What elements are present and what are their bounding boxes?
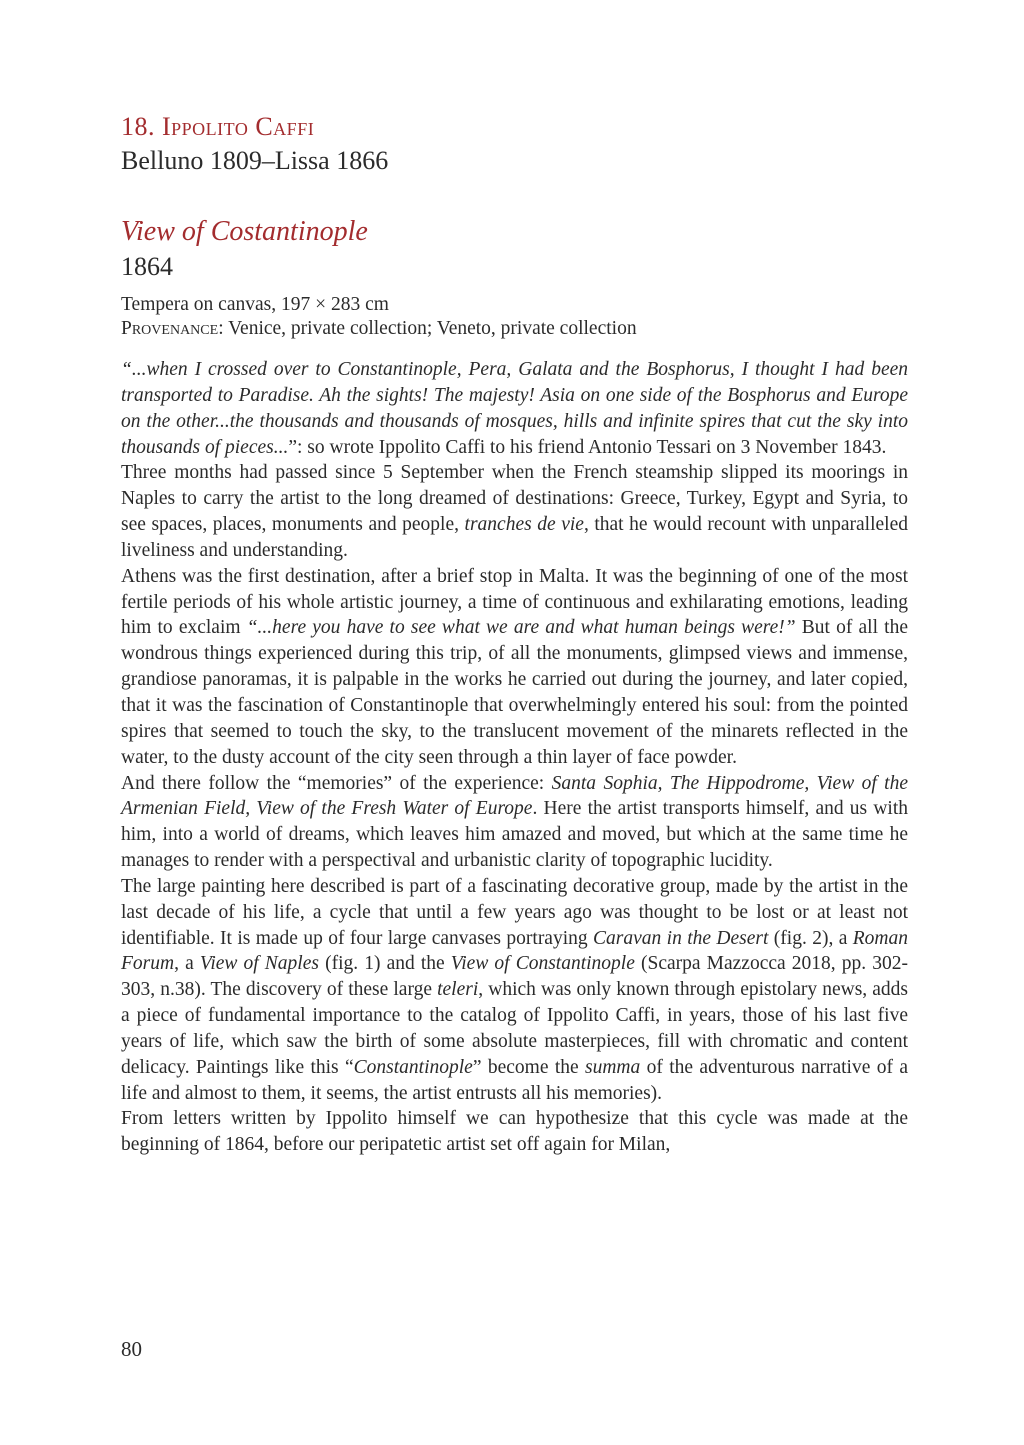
medium-line: Tempera on canvas, 197 × 283 cm (121, 294, 389, 315)
provenance-value: : Venice, private collection; Veneto, private collection (218, 317, 637, 339)
text-segment: (fig. 2), a (768, 927, 853, 949)
text-segment: (fig. 1) and the (318, 953, 451, 975)
paragraph (121, 874, 908, 1107)
catalog-number-and-artist: 18. Ippolito Caffi (121, 112, 315, 141)
body-text (121, 357, 908, 1158)
entry-content (121, 110, 908, 1158)
text-segment: of the adventurous narrative of a life and almost to them, it seems, the artist entrusts all his memories). (121, 1056, 908, 1104)
work-title: View of Costantinople (121, 216, 368, 247)
text-segment: . Here the artist transports himself, and us with him, into a world of dreams, which leaves him amazed and moved, but which at the same time he manages to render with a perspectival and urbanistic clarity of topographic lucidity. (121, 798, 908, 872)
italic-text-segment: Santa Sophia, The Hippodrome, View of the Armenian Field, View of the Fresh Water of Europe (121, 772, 908, 820)
text-segment: Three months had passed since 5 September when the French steamship slipped its moorings in Naples to carry the artist to the long dreamed of destinations: Greece, Turkey, Egypt and Syria, to see spaces, places, monuments and people, (121, 462, 908, 536)
italic-text-segment: teleri (437, 979, 479, 1001)
italic-text-segment: View of Naples (199, 953, 319, 975)
work-meta (121, 293, 908, 340)
text-segment: Athens was the first destination, after a brief stop in Malta. It was the beginning of one of the most fertile periods of his whole artistic journey, a time of continuous and exhilarating emotions, leading him to exclaim (121, 565, 908, 639)
text-segment: ”: so wrote Ippolito Caffi to his friend Antonio Tessari on 3 November 1843. (288, 436, 887, 458)
text-segment: And there follow the “memories” of the experience: (121, 772, 552, 794)
paragraph (121, 460, 908, 563)
paragraph (121, 771, 908, 874)
text-segment: The large painting here described is part of a fascinating decorative group, made by the artist in the last decade of his life, a cycle that until a few years ago was thought to be lost or at least not identifiable. It is made up of four large canvases portraying (121, 875, 908, 949)
text-segment: (Scarpa Mazzocca 2018, pp. 302-303, n.38). The discovery of these large (121, 953, 909, 1001)
text-segment: , which was only known through epistolary news, adds a piece of fundamental importance to the catalog of Ippolito Caffi, in years, those of his last five years of life, which saw the birth of some absolute masterpieces, fill with chromatic and content delicacy. Paintings like this “ (121, 979, 909, 1078)
italic-text-segment: Roman Forum (121, 927, 908, 975)
text-segment: , that he would recount with unparalleled liveliness and understanding. (121, 514, 908, 561)
italic-text-segment: summa (585, 1056, 641, 1078)
italic-text-segment: Caravan in the Desert (593, 927, 769, 949)
paragraph (121, 1106, 908, 1158)
provenance-label: Provenance (121, 317, 219, 339)
paragraph (121, 357, 908, 460)
text-segment: ” become the (472, 1056, 586, 1078)
paragraph (121, 564, 908, 771)
italic-text-segment: “...here you have to see what we are and what human beings were!” (246, 617, 796, 639)
entry-header (121, 110, 908, 340)
text-segment: , a (174, 953, 200, 975)
artist-life-dates: Belluno 1809–Lissa 1866 (121, 146, 389, 175)
text-segment: But of all the wondrous things experienced during this trip, of all the monuments, glimpsed views and immense, grandiose panoramas, it is palpable in the works he carried out during the journey, and later copied, that it was the fascination of Constantinople that overwhelmingly entered his soul: from the pointed spires that seemed to touch the sky, to the translucent movement of the minarets reflected in the water, to the dusty account of the city seen through a thin layer of face powder. (121, 617, 908, 768)
provenance-line (121, 317, 908, 341)
italic-text-segment: tranches de vie (464, 514, 584, 536)
page-number: 80 (121, 1337, 142, 1361)
work-year: 1864 (121, 252, 173, 281)
italic-text-segment: View of Constantinople (450, 953, 635, 975)
text-segment: From letters written by Ippolito himself we can hypothesize that this cycle was made at the beginning of 1864, before our peripatetic artist set off again for Milan, (121, 1108, 908, 1156)
italic-text-segment: Constantinople (353, 1056, 473, 1078)
italic-text-segment: “...when I crossed over to Constantinople, Pera, Galata and the Bosphorus, I thought I had been transported to Paradise. Ah the sights! The majesty! Asia on one side of the Bosphorus and Europe on the other...the thousands and thousands of mosques, hills and infinite spires that cut the sky into thousands of pieces... (121, 359, 908, 458)
